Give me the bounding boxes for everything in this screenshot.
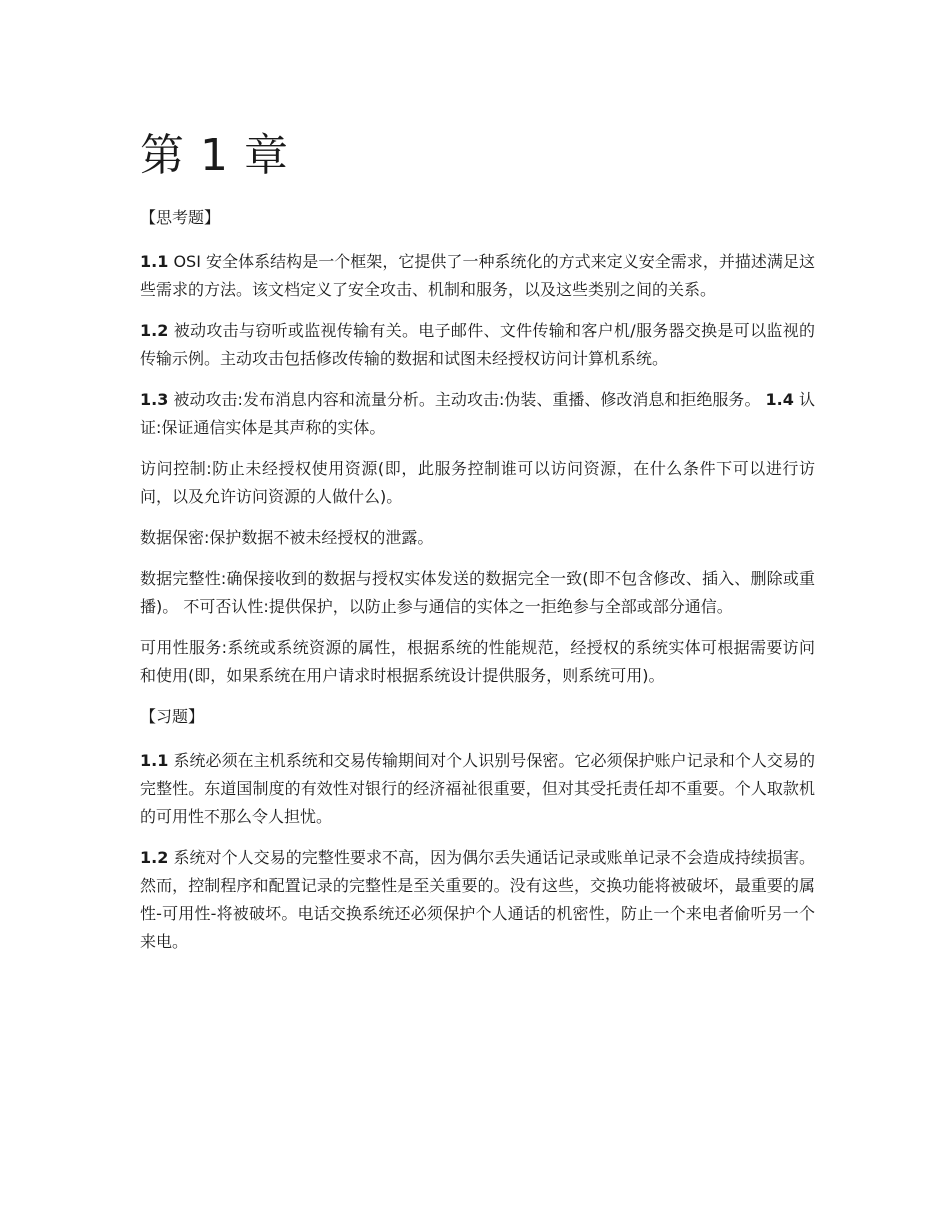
definition-data-confidentiality: 数据保密:保护数据不被未经授权的泄露。 xyxy=(140,528,434,547)
exercises-heading: 【习题】 xyxy=(140,707,205,726)
answer-text: OSI 安全体系结构是一个框架，它提供了一种系统化的方式来定义安全需求，并描述满足这些需求的方法。该文档定义了安全攻击、机制和服务，以及这些类别之间的关系。 xyxy=(140,252,815,299)
thinking-questions-heading: 【思考题】 xyxy=(140,208,221,227)
answer-text: 被动攻击:发布消息内容和流量分析。主动攻击:伪装、重播、修改消息和拒绝服务。 xyxy=(168,390,766,409)
exercise-answer-1-1 xyxy=(140,747,815,831)
thinking-answer-1-2 xyxy=(140,317,815,373)
answer-number: 1.4 xyxy=(765,390,794,409)
definition-access-control: 访问控制:防止未经授权使用资源(即，此服务控制谁可以访问资源，在什么条件下可以进行访问，以及允许访问资源的人做什么)。 xyxy=(140,459,815,506)
thinking-answer-1-1 xyxy=(140,248,815,304)
answer-number: 1.3 xyxy=(140,390,169,409)
answer-number: 1.1 xyxy=(140,751,169,770)
exercise-answer-1-2 xyxy=(140,844,815,956)
definition-data-integrity: 数据完整性:确保接收到的数据与授权实体发送的数据完全一致(即不包含修改、插入、删除或重播)。 不可否认性:提供保护，以防止参与通信的实体之一拒绝参与全部或部分通信。 xyxy=(140,569,815,616)
answer-number: 1.2 xyxy=(140,321,169,340)
definition-availability: 可用性服务:系统或系统资源的属性，根据系统的性能规范，经授权的系统实体可根据需要访问和使用(即，如果系统在用户请求时根据系统设计提供服务，则系统可用)。 xyxy=(140,638,815,685)
answer-number: 1.2 xyxy=(140,848,169,867)
answer-number: 1.1 xyxy=(140,252,169,271)
answer-text: 系统对个人交易的完整性要求不高，因为偶尔丢失通话记录或账单记录不会造成持续损害。然而，控制程序和配置记录的完整性是至关重要的。没有这些，交换功能将被破坏，最重要的属性-可用性-将被破坏。电话交换系统还必须保护个人通话的机密性，防止一个来电者偷听另一个来电。 xyxy=(140,848,815,951)
page-content xyxy=(140,128,815,969)
answer-text: 认证:保证通信实体是其声称的实体。 xyxy=(140,390,815,437)
answer-text: 被动攻击与窃听或监视传输有关。电子邮件、文件传输和客户机/服务器交换是可以监视的传输示例。主动攻击包括修改传输的数据和试图未经授权访问计算机系统。 xyxy=(140,321,815,368)
answer-text: 系统必须在主机系统和交易传输期间对个人识别号保密。它必须保护账户记录和个人交易的完整性。东道国制度的有效性对银行的经济福祉很重要，但对其受托责任却不重要。个人取款机的可用性不那么令人担忧。 xyxy=(140,751,815,826)
chapter-title: 第 1 章 xyxy=(140,130,289,181)
thinking-answer-1-3 xyxy=(140,386,815,442)
